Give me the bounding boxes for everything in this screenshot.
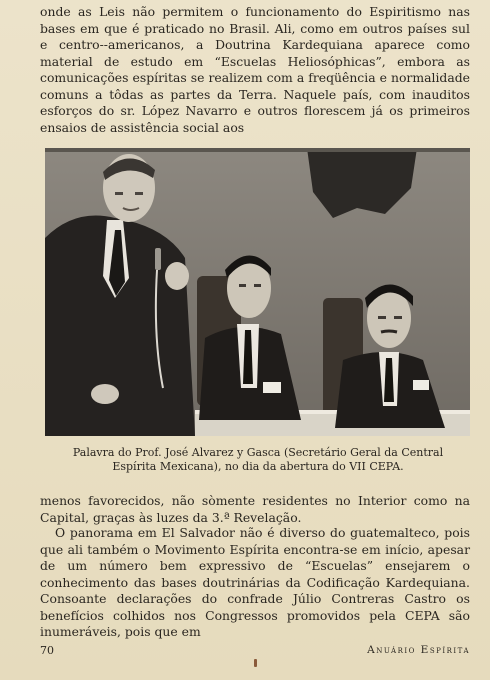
running-footer-title: Anuário Espírita (367, 644, 470, 656)
ink-mark (254, 659, 257, 667)
photo-caption (58, 446, 458, 474)
paragraph-2: menos favorecidos, não sòmente residentes no Interior como na Capital, graças às luzes da 3.ª Revelação. (40, 493, 470, 525)
caption-line-2: Espírita Mexicana), no dia da abertura do VII CEPA. (112, 460, 404, 473)
photograph-image (45, 148, 470, 436)
paragraph-1: onde as Leis não permitem o funcionamento do Espiritismo nas bases em que é praticado no Brasil. Ali, como em outros países sul e centro--americanos, a Doutrina Kardequiana aparece como material de estudo em “Escuelas Heliosóphicas”, embora as comunicações espíritas se realizem com a freqüência e normalidade comuns a tôdas as partes da Terra. Naquele país, com inauditos esforços do sr. López Navarro e outros florescem já os primeiros ensaios de assistência social aos (40, 4, 470, 135)
paragraph-3: O panorama em El Salvador não é diverso do guatemalteco, pois que ali também o Movimento Espírita encontra-se em início, apesar de um número bem expressivo de “Escuelas” ensejarem o conhecimento das bases doutrinárias da Codificação Kardequiana. Consoante declarações do confrade Júlio Contreras Castro os benefícios colhidos nos Congressos promovidos pela CEPA são inumeráveis, pois que em (40, 525, 470, 639)
page-number: 70 (40, 644, 54, 657)
caption-line-1: Palavra do Prof. José Alvarez y Gasca (Secretário Geral da Central (72, 446, 444, 459)
event-photograph (45, 148, 470, 436)
